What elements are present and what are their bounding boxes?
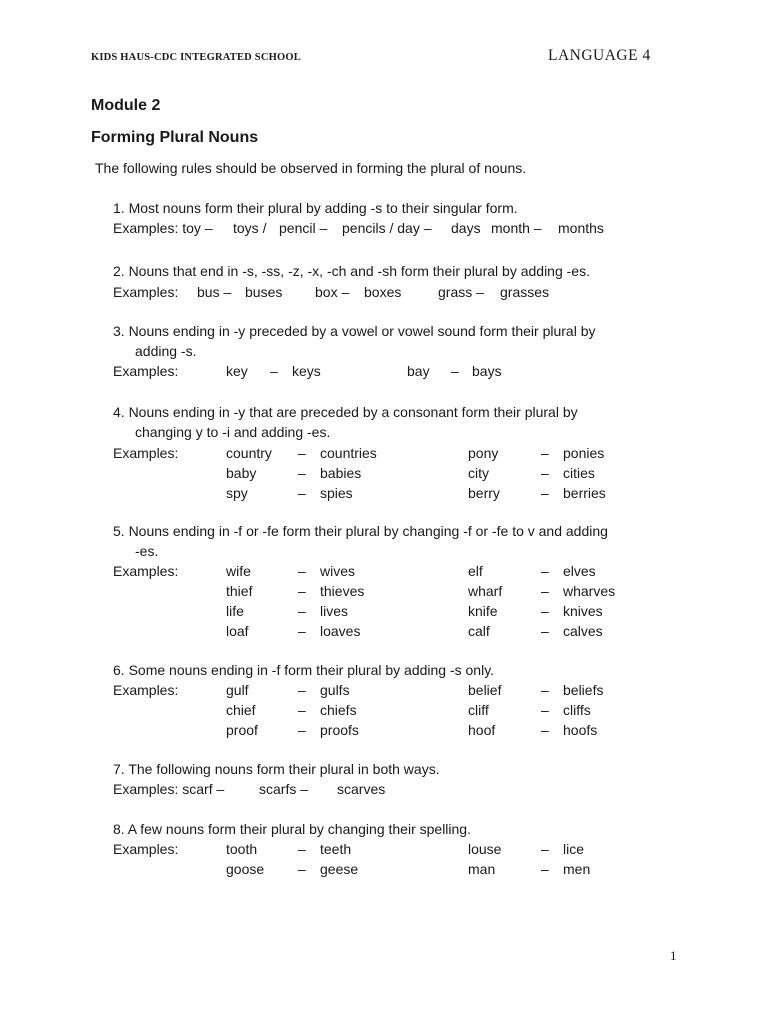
example-text: buses <box>245 284 283 300</box>
example-text: scarves <box>337 781 386 797</box>
page-number: 1 <box>670 948 677 963</box>
dash: – <box>298 841 306 857</box>
singular-word: spy <box>226 485 248 501</box>
examples-label: Examples: <box>113 363 179 379</box>
dash: – <box>298 465 306 481</box>
singular-word: thief <box>226 583 253 599</box>
example-text: boxes <box>364 284 402 300</box>
dash: – <box>298 563 306 579</box>
singular-word: proof <box>226 722 258 738</box>
rule-8: 8. A few nouns form their plural by changing their spelling. <box>113 821 471 837</box>
singular-word: tooth <box>226 841 258 857</box>
singular-word: wife <box>226 563 251 579</box>
dash: – <box>298 682 306 698</box>
singular-word: gulf <box>226 682 249 698</box>
plural-word: men <box>563 861 591 877</box>
example-text: bays <box>472 363 502 379</box>
plural-word: knives <box>563 603 603 619</box>
singular-word: berry <box>468 485 500 501</box>
example-text: – <box>451 363 459 379</box>
plural-word: teeth <box>320 841 352 857</box>
plural-word: beliefs <box>563 682 604 698</box>
dash: – <box>298 583 306 599</box>
dash: – <box>541 485 549 501</box>
dash: – <box>541 702 549 718</box>
examples-label: Examples: <box>113 682 179 698</box>
dash: – <box>541 682 549 698</box>
example-text: grass – <box>438 284 484 300</box>
example-text: keys <box>292 363 321 379</box>
example-text: toys / <box>233 220 267 236</box>
plural-word: ponies <box>563 445 605 461</box>
examples-label: Examples: <box>113 445 179 461</box>
singular-word: belief <box>468 682 502 698</box>
singular-word: knife <box>468 603 498 619</box>
school-name: KIDS HAUS-CDC INTEGRATED SCHOOL <box>91 52 301 63</box>
plural-word: cities <box>563 465 595 481</box>
singular-word: country <box>226 445 272 461</box>
example-text: month – <box>491 220 542 236</box>
plural-word: hoofs <box>563 722 598 738</box>
dash: – <box>298 603 306 619</box>
plural-word: elves <box>563 563 596 579</box>
rule-3-continued: adding -s. <box>135 343 197 359</box>
plural-word: calves <box>563 623 603 639</box>
singular-word: man <box>468 861 496 877</box>
singular-word: elf <box>468 563 483 579</box>
plural-word: geese <box>320 861 359 877</box>
rule-4-continued: changing y to -i and adding -es. <box>135 424 331 440</box>
dash: – <box>541 445 549 461</box>
rule-5-continued: -es. <box>135 543 159 559</box>
singular-word: city <box>468 465 489 481</box>
singular-word: loaf <box>226 623 249 639</box>
example-text: months <box>558 220 604 236</box>
example-text: key <box>226 363 248 379</box>
example-text: bay <box>407 363 430 379</box>
example-text: scarfs – <box>259 781 309 797</box>
examples-label: Examples: <box>113 841 179 857</box>
example-text: grasses <box>500 284 550 300</box>
example-text: Examples: toy – <box>113 220 213 236</box>
plural-word: cliffs <box>563 702 591 718</box>
plural-word: babies <box>320 465 362 481</box>
rule-1: 1. Most nouns form their plural by adding -s to their singular form. <box>113 200 518 216</box>
dash: – <box>298 623 306 639</box>
singular-word: cliff <box>468 702 489 718</box>
singular-word: louse <box>468 841 502 857</box>
plural-word: wives <box>320 563 356 579</box>
dash: – <box>541 722 549 738</box>
example-text: Examples: scarf – <box>113 781 225 797</box>
rule-2: 2. Nouns that end in -s, -ss, -z, -x, -ch and -sh form their plural by adding -es. <box>113 263 590 279</box>
rule-6: 6. Some nouns ending in -f form their plural by adding -s only. <box>113 662 495 678</box>
dash: – <box>298 445 306 461</box>
rule-5: 5. Nouns ending in -f or -fe form their plural by changing -f or -fe to v and adding <box>113 523 608 539</box>
singular-word: goose <box>226 861 265 877</box>
rule-3: 3. Nouns ending in -y preceded by a vowel or vowel sound form their plural by <box>113 323 596 339</box>
plural-word: spies <box>320 485 353 501</box>
plural-word: berries <box>563 485 606 501</box>
dash: – <box>298 861 306 877</box>
plural-word: chiefs <box>320 702 357 718</box>
plural-word: thieves <box>320 583 365 599</box>
example-text: pencils / day – <box>342 220 432 236</box>
singular-word: calf <box>468 623 490 639</box>
singular-word: baby <box>226 465 257 481</box>
example-text: box – <box>315 284 350 300</box>
singular-word: chief <box>226 702 256 718</box>
example-text: days <box>451 220 481 236</box>
plural-word: loaves <box>320 623 361 639</box>
singular-word: life <box>226 603 244 619</box>
dash: – <box>298 485 306 501</box>
examples-label: Examples: <box>113 563 179 579</box>
singular-word: wharf <box>468 583 503 599</box>
topic-title: Forming Plural Nouns <box>91 129 259 146</box>
plural-word: lice <box>563 841 585 857</box>
dash: – <box>298 722 306 738</box>
example-text: – <box>270 363 278 379</box>
dash: – <box>541 603 549 619</box>
dash: – <box>541 841 549 857</box>
rule-7: 7. The following nouns form their plural in both ways. <box>113 761 440 777</box>
subject-title: LANGUAGE 4 <box>548 47 651 64</box>
plural-word: countries <box>320 445 377 461</box>
dash: – <box>298 702 306 718</box>
plural-word: wharves <box>563 583 616 599</box>
dash: – <box>541 563 549 579</box>
singular-word: hoof <box>468 722 496 738</box>
singular-word: pony <box>468 445 499 461</box>
plural-word: lives <box>320 603 349 619</box>
example-text: bus – <box>197 284 232 300</box>
plural-word: gulfs <box>320 682 350 698</box>
module-title: Module 2 <box>91 97 161 114</box>
plural-word: proofs <box>320 722 359 738</box>
intro-text: The following rules should be observed in forming the plural of nouns. <box>95 160 527 176</box>
examples-label: Examples: <box>113 284 179 300</box>
dash: – <box>541 623 549 639</box>
example-text: pencil – <box>279 220 328 236</box>
dash: – <box>541 861 549 877</box>
rule-4: 4. Nouns ending in -y that are preceded by a consonant form their plural by <box>113 404 578 420</box>
dash: – <box>541 583 549 599</box>
dash: – <box>541 465 549 481</box>
